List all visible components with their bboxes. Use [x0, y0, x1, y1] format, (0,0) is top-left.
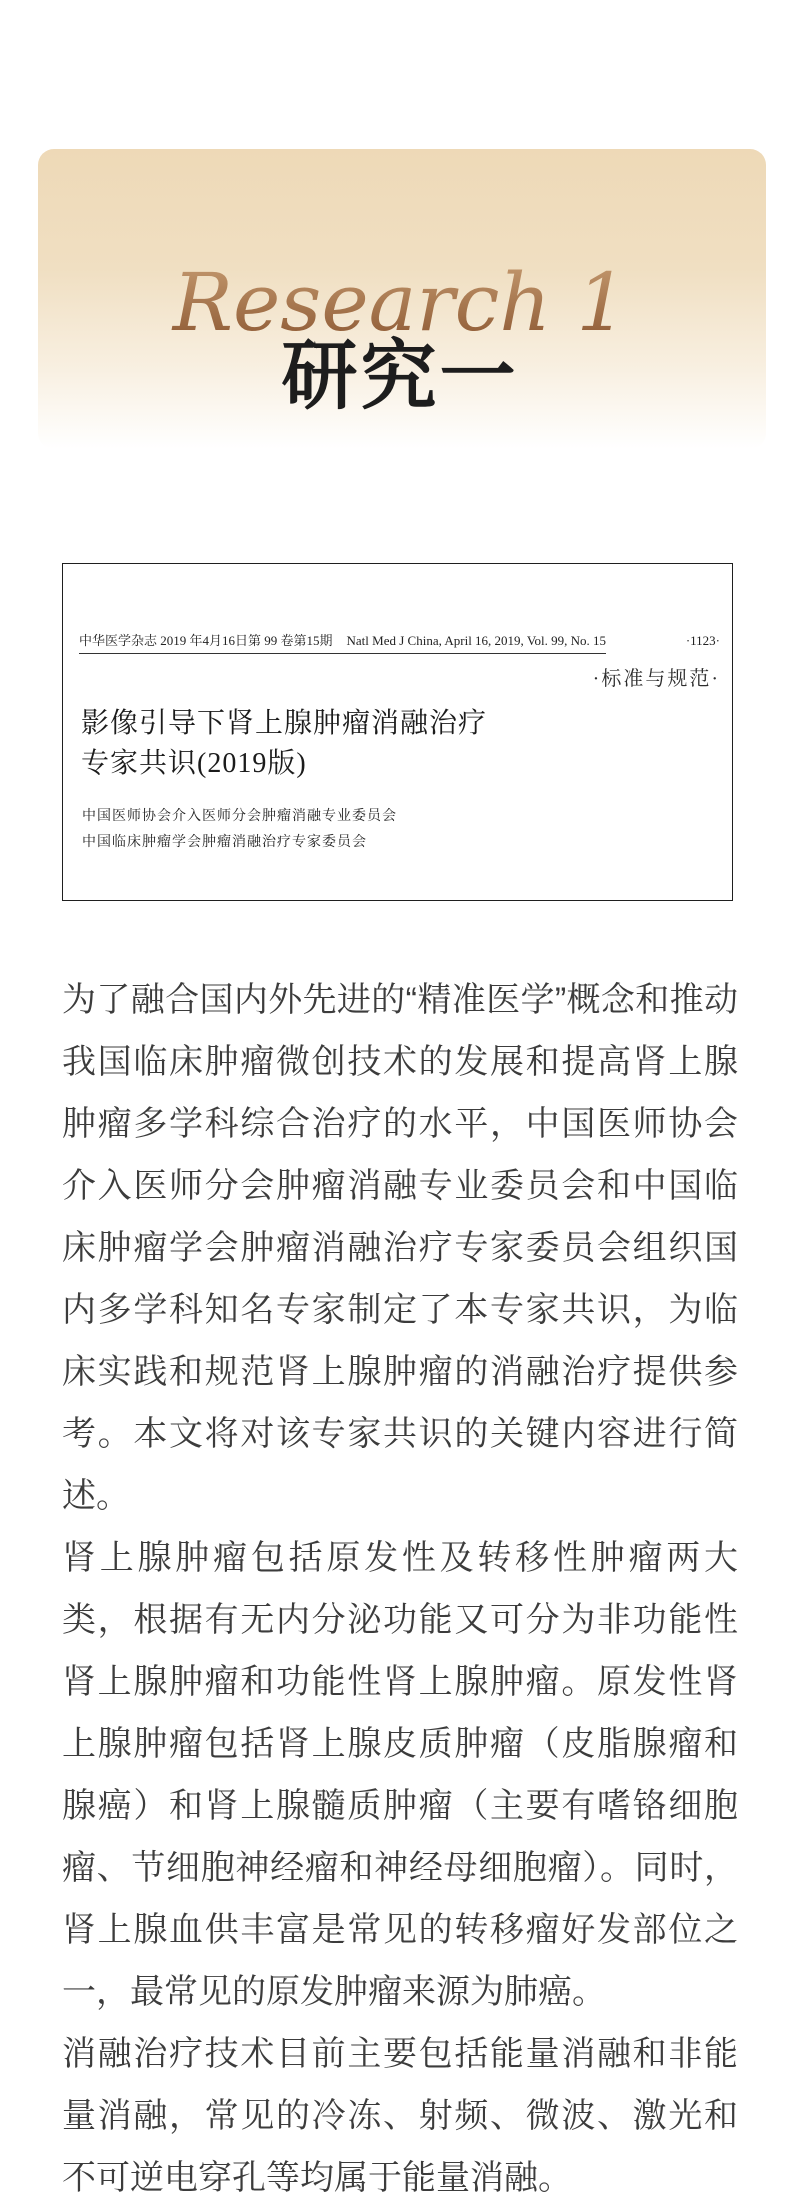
citation-english: Natl Med J China, April 16, 2019, Vol. 99, No. 15: [346, 633, 607, 648]
citation-chinese: 中华医学杂志 2019 年4月16日第 99 卷第15期: [79, 633, 333, 648]
journal-header-row: [79, 630, 720, 654]
article-body: [62, 969, 738, 2209]
journal-column-label: ·标准与规范·: [592, 668, 720, 690]
body-paragraph: 为了融合国内外先进的“精准医学”概念和推动我国临床肿瘤微创技术的发展和提高肾上腺肿瘤多学科综合治疗的水平，中国医师协会介入医师分会肿瘤消融专业委员会和中国临床肿瘤学会肿瘤消融治疗专家委员会组织国内多学科知名专家制定了本专家共识，为临床实践和规范肾上腺肿瘤的消融治疗提供参考。本文将对该专家共识的关键内容进行简述。: [62, 981, 738, 1515]
body-paragraph: 消融治疗技术目前主要包括能量消融和非能量消融，常见的冷冻、射频、微波、激光和不可逆电穿孔等均属于能量消融。: [62, 2035, 738, 2197]
journal-card: [62, 563, 733, 901]
journal-article-title: [81, 704, 487, 784]
journal-citation: [79, 630, 606, 654]
body-paragraph: 肾上腺肿瘤包括原发性及转移性肿瘤两大类，根据有无内分泌功能又可分为非功能性肾上腺肿瘤和功能性肾上腺肿瘤。原发性肾上腺肿瘤包括肾上腺皮质肿瘤（皮脂腺瘤和腺癌）和肾上腺髓质肿瘤（主要有嗜铬细胞瘤、节细胞神经瘤和神经母细胞瘤）。同时，肾上腺血供丰富是常见的转移瘤好发部位之一，最常见的原发肿瘤来源为肺癌。: [62, 1539, 738, 2011]
research-title-text: Research 1: [172, 256, 628, 349]
journal-title-line2: 专家共识(2019版): [81, 748, 307, 779]
journal-authors: [82, 804, 397, 856]
journal-page-number: ·1123·: [685, 633, 720, 648]
author-committee-line: 中国医师协会介入医师分会肿瘤消融专业委员会: [82, 809, 397, 824]
author-committee-line: 中国临床肿瘤学会肿瘤消融治疗专家委员会: [82, 835, 367, 850]
journal-title-line1: 影像引导下肾上腺肿瘤消融治疗: [81, 708, 488, 739]
chinese-section-title: 研究一: [281, 331, 519, 420]
